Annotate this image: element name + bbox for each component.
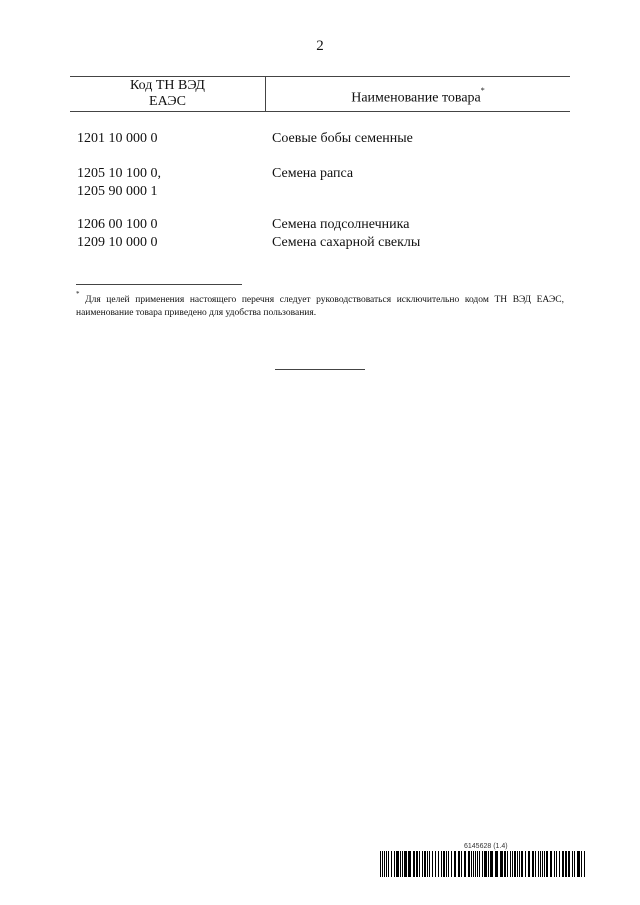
barcode-bar (584, 851, 585, 877)
barcode-bar (574, 851, 575, 877)
barcode-bar (404, 851, 407, 877)
barcode-bar (394, 851, 395, 877)
barcode-bar (521, 851, 523, 877)
header-name-label: Наименование товара (351, 90, 481, 106)
barcode-bar (525, 851, 526, 877)
barcode-bar (544, 851, 545, 877)
barcode-bar (391, 851, 392, 877)
barcode-bar (535, 851, 536, 877)
page-number: 2 (316, 38, 324, 54)
barcode-bar (519, 851, 520, 877)
barcode-bar (461, 851, 462, 877)
barcode-bar (512, 851, 513, 877)
barcode-bar (429, 851, 430, 877)
barcode-bar (419, 851, 420, 877)
footnote (76, 290, 564, 320)
row-code-line1: 1201 10 000 0 (77, 131, 158, 146)
barcode-bar (422, 851, 423, 877)
barcode-image (380, 851, 586, 877)
barcode-bar (517, 851, 518, 877)
barcode-bar (448, 851, 449, 877)
barcode-bar (550, 851, 552, 877)
barcode-bar (446, 851, 447, 877)
barcode-bar (384, 851, 385, 877)
barcode-bar (484, 851, 487, 877)
barcode-bar (572, 851, 573, 877)
barcode-bar (471, 851, 472, 877)
barcode-bar (451, 851, 452, 877)
barcode-bar (568, 851, 570, 877)
header-code-line1: Код ТН ВЭД (130, 78, 205, 93)
row-name: Семена сахарной свеклы (272, 235, 421, 250)
barcode-bar (514, 851, 516, 877)
row-code (77, 130, 267, 148)
barcode-bar (435, 851, 436, 877)
barcode-bar (559, 851, 560, 877)
barcode-bar (386, 851, 387, 877)
barcode-bar (443, 851, 445, 877)
header-name-cell (266, 77, 570, 111)
row-code (77, 216, 267, 234)
barcode-bar (413, 851, 415, 877)
barcode-bar (458, 851, 460, 877)
barcode-bar (464, 851, 466, 877)
barcode-bar (454, 851, 456, 877)
barcode-bar (468, 851, 470, 877)
header-code-line2: ЕАЭС (149, 94, 186, 109)
row-name: Семена подсолнечника (272, 217, 410, 232)
header-name-footnote-mark: * (480, 86, 485, 95)
footnote-mark: * (76, 290, 80, 298)
barcode-bar (490, 851, 493, 877)
barcode-bar (438, 851, 439, 877)
barcode-bar (380, 851, 381, 877)
barcode-bar (581, 851, 582, 877)
barcode-bar (402, 851, 403, 877)
row-code (77, 165, 267, 201)
barcode-bar (538, 851, 539, 877)
row-code-line2: 1205 90 000 1 (77, 184, 158, 199)
footnote-text: Для целей применения настоящего перечня следует руководствоваться исключительно кодом ТН ВЭД ЕАЭС, наименование товара приведено для удобства пользования. (76, 295, 565, 319)
barcode-bar (432, 851, 433, 877)
barcode-bar (473, 851, 474, 877)
barcode-bar (382, 851, 383, 877)
footnote-divider (76, 284, 242, 285)
barcode-bar (577, 851, 580, 877)
barcode-bar (507, 851, 508, 877)
header-code-cell (70, 77, 266, 111)
row-name: Соевые бобы семенные (272, 131, 413, 146)
barcode-bar (488, 851, 489, 877)
end-of-document-rule (275, 369, 365, 370)
barcode-bar (388, 851, 389, 877)
barcode-bar (565, 851, 567, 877)
barcode-bar (500, 851, 503, 877)
barcode-bar (532, 851, 534, 877)
barcode-bar (540, 851, 541, 877)
barcode-bar (400, 851, 401, 877)
barcode-bar (510, 851, 511, 877)
barcode-bar (441, 851, 442, 877)
table-header (70, 76, 570, 112)
barcode-bar (546, 851, 548, 877)
row-code-line1: 1206 00 100 0 (77, 217, 158, 232)
row-code-line1: 1209 10 000 0 (77, 235, 158, 250)
document-id: 6145628 (1.4) (464, 843, 508, 850)
barcode-bar (482, 851, 483, 877)
barcode-bar (495, 851, 498, 877)
barcode-bar (542, 851, 543, 877)
barcode-bar (477, 851, 478, 877)
barcode-bar (416, 851, 418, 877)
barcode-bar (562, 851, 564, 877)
barcode-bar (528, 851, 530, 877)
barcode-bar (408, 851, 411, 877)
barcode-bar (396, 851, 399, 877)
barcode-bar (475, 851, 476, 877)
barcode-bar (504, 851, 506, 877)
barcode-bar (556, 851, 557, 877)
barcode-bar (554, 851, 555, 877)
row-code-line1: 1205 10 100 0, (77, 166, 161, 181)
barcode-bar (427, 851, 428, 877)
row-name: Семена рапса (272, 166, 354, 181)
barcode-bar (479, 851, 480, 877)
barcode-bar (424, 851, 426, 877)
row-code (77, 234, 267, 252)
